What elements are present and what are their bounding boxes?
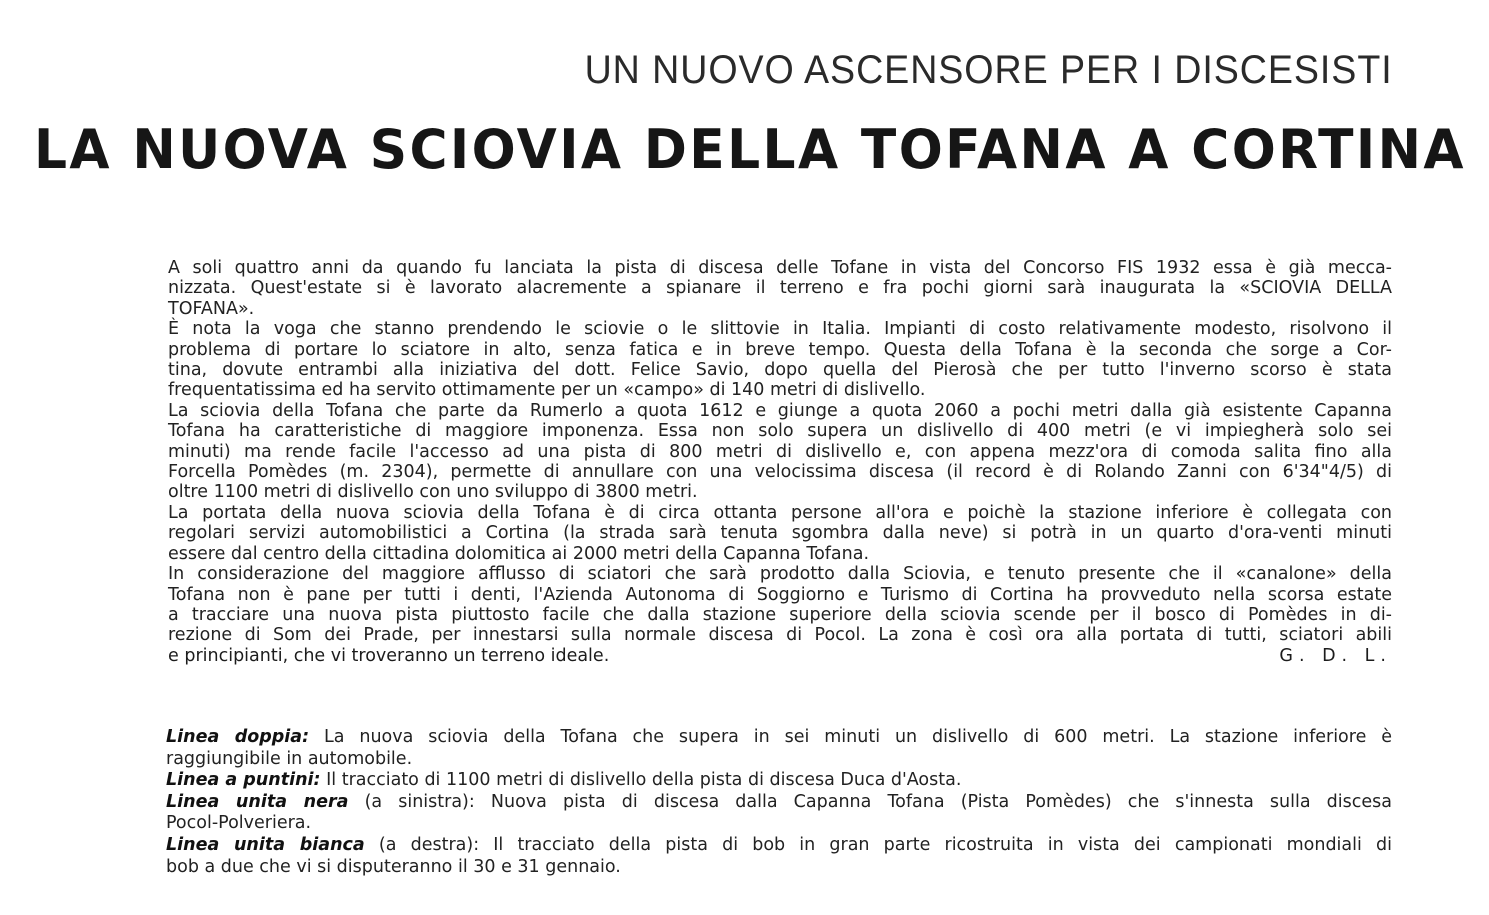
article-line: Forcella Pomèdes (m. 2304), permette di annullare con una velocissima discesa (il record è di Rolando Zanni con 6'34"4/5) di <box>168 462 1392 483</box>
legend-key-dotted: Linea a puntini: <box>166 770 321 791</box>
article-line: rezione di Som dei Prade, per innestarsi sulla normale discesa di Pocol. La zona è così ora alla portata di tutti, sciatori abili <box>168 625 1392 646</box>
article-line: a tracciare una nuova pista piuttosto facile che dalla stazione superiore della sciovia scende per il bosco di Pomèdes in di- <box>168 604 1392 625</box>
article-line: Tofana non è pane per tutti i denti, l'Azienda Autonoma di Soggiorno e Turismo di Cortina ha provveduto nella scorsa estate <box>168 584 1392 605</box>
article-line: Tofana ha caratteristiche di maggiore imponenza. Essa non solo supera un dislivello di 400 metri (e vi impiegherà solo sei <box>168 421 1392 442</box>
article-line: TOFANA». <box>168 298 255 319</box>
article-line: La portata della nuova sciovia della Tofana è di circa ottanta persone all'ora e poichè la stazione inferiore è collegata con <box>168 502 1392 523</box>
legend-text-dotted: Il tracciato di 1100 metri di dislivello della pista di discesa Duca d'Aosta. <box>326 770 962 791</box>
article-line: A soli quattro anni da quando fu lanciata la pista di discesa delle Tofane in vista del Concorso FIS 1932 essa è già mecca- <box>168 258 1392 278</box>
kicker-title: UN NUOVO ASCENSORE PER I DISCESISTI <box>584 48 1393 92</box>
legend-key-black: Linea unita nera <box>166 791 349 812</box>
article-line: problema di portare lo sciatore in alto, senza fatica e in breve tempo. Questa della Tofana è la seconda che sorge a Cor- <box>168 339 1392 360</box>
legend-key-white: Linea unita bianca <box>166 834 365 855</box>
legend-text-black: (a sinistra): Nuova pista di discesa dalla Capanna Tofana (Pista Pomèdes) che s'innesta sulla discesa <box>364 791 1392 812</box>
article-line: nizzata. Quest'estate si è lavorato alacremente a spianare il terreno e fra pochi giorni sarà inaugurata la «SCIOVIA DELLA <box>168 278 1392 299</box>
legend-entry-white <box>166 835 1392 857</box>
legend-entry-black-cont: Pocol-Polveriera. <box>166 813 312 834</box>
headline: LA NUOVA SCIOVIA DELLA TOFANA A CORTINA <box>34 118 1466 181</box>
article-line: La sciovia della Tofana che parte da Rumerlo a quota 1612 e giunge a quota 2060 a pochi metri dalla già esistente Capanna <box>168 400 1392 421</box>
legend-entry-double <box>166 727 1392 749</box>
legend-entry-double-cont: raggiungibile in automobile. <box>166 748 413 769</box>
article-closing: e principianti, che vi troveranno un terreno ideale. <box>168 645 610 666</box>
article-line: essere dal centro della cittadina dolomitica ai 2000 metri della Capanna Tofana. <box>168 543 870 564</box>
article-line: È nota la voga che stanno prendendo le sciovie o le slittovie in Italia. Impianti di costo relativamente modesto, risolvono il <box>168 319 1392 340</box>
legend-entry-white-cont: bob a due che vi si disputeranno il 30 e 31 gennaio. <box>166 856 621 877</box>
article-body <box>168 258 1392 666</box>
article-line: regolari servizi automobilistici a Cortina (la strada sarà tenuta sgombra dalla neve) si potrà in un quarto d'ora-venti minuti <box>168 523 1392 544</box>
legend-text-double: La nuova sciovia della Tofana che supera in sei minuti un dislivello di 600 metri. La stazione inferiore è <box>324 727 1392 747</box>
legend-key-double: Linea doppia: <box>166 727 310 747</box>
article-line: minuti) ma rende facile l'accesso ad una pista di 800 metri di dislivello e, con appena mezz'ora di comoda salita fino alla <box>168 441 1392 462</box>
legend-entry-black <box>166 792 1392 814</box>
article-line: oltre 1100 metri di dislivello con uno sviluppo di 3800 metri. <box>168 482 698 503</box>
article-line: In considerazione del maggiore afflusso di sciatori che sarà prodotto dalla Sciovia, e tenuto presente che il «canalone» della <box>168 564 1392 585</box>
article-closing-line <box>168 646 1392 666</box>
article-line: frequentatissima ed ha servito ottimamente per un «campo» di 140 metri di dislivello. <box>168 380 926 401</box>
legend-entry-dotted <box>166 770 1392 792</box>
legend-text-white: (a destra): Il tracciato della pista di bob in gran parte ricostruita in vista dei campionati mondiali di <box>378 834 1392 855</box>
map-legend <box>166 727 1392 878</box>
author-signature: G. D. L. <box>1279 645 1392 666</box>
article-line: tina, dovute entrambi alla iniziativa del dott. Felice Savio, dopo quella del Pierosà che per tutto l'inverno scorso è stata <box>168 360 1392 381</box>
